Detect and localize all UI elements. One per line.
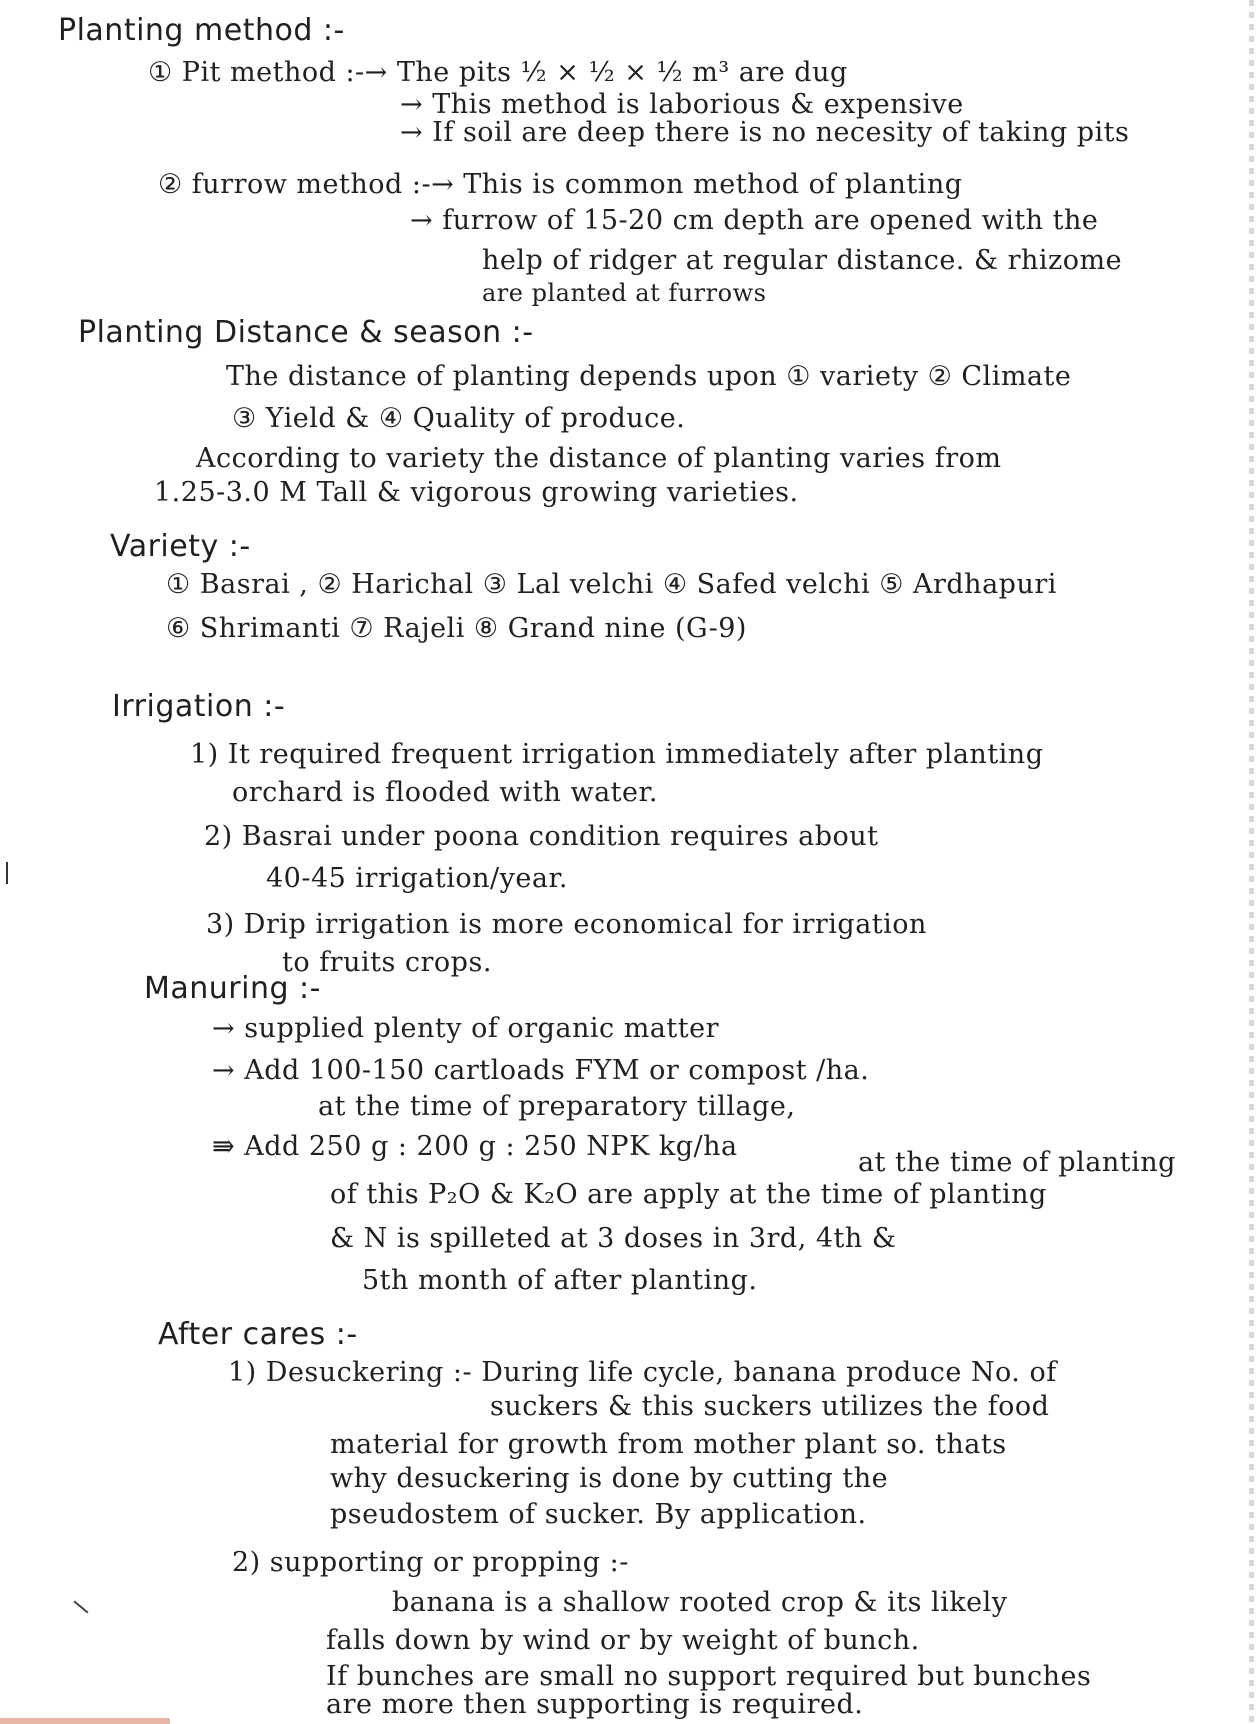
after-cares-heading: After cares :- — [158, 1317, 358, 1352]
manuring-line: & N is spilleted at 3 doses in 3rd, 4th & — [330, 1223, 897, 1254]
irrigation-line: 3) Drip irrigation is more economical for irrigation — [206, 909, 927, 940]
after-cares-line: pseudostem of sucker. By application. — [330, 1499, 867, 1530]
after-cares-line: why desuckering is done by cutting the — [330, 1463, 889, 1494]
after-cares-line: falls down by wind or by weight of bunch. — [326, 1625, 920, 1656]
furrow-method-line: help of ridger at regular distance. & rhizome — [482, 245, 1123, 276]
planting-method-heading: Planting method :- — [58, 13, 345, 48]
manuring-line: at the time of planting — [858, 1147, 1176, 1178]
irrigation-line: to fruits crops. — [282, 947, 492, 978]
furrow-method-line: are planted at furrows — [482, 279, 767, 307]
variety-line: ⑥ Shrimanti ⑦ Rajeli ⑧ Grand nine (G-9) — [166, 613, 747, 644]
manuring-line: at the time of preparatory tillage, — [318, 1091, 796, 1122]
planting-distance-heading: Planting Distance & season :- — [78, 315, 534, 350]
furrow-method-line: ② furrow method :-→ This is common method of planting — [158, 169, 963, 200]
irrigation-heading: Irrigation :- — [112, 689, 286, 724]
irrigation-line: 1) It required frequent irrigation immediately after planting — [190, 739, 1044, 770]
pit-method-line: ① Pit method :-→ The pits ½ × ½ × ½ m³ are dug — [148, 57, 848, 88]
furrow-method-line: → furrow of 15-20 cm depth are opened with the — [410, 205, 1099, 236]
manuring-line: 5th month of after planting. — [362, 1265, 758, 1296]
irrigation-line: 40-45 irrigation/year. — [266, 863, 568, 894]
after-cares-line: If bunches are small no support required but bunches — [326, 1661, 1092, 1692]
variety-line: ① Basrai , ② Harichal ③ Lal velchi ④ Safed velchi ⑤ Ardhapuri — [166, 569, 1057, 600]
variety-heading: Variety :- — [110, 529, 251, 564]
distance-line: The distance of planting depends upon ① variety ② Climate — [226, 361, 1072, 392]
manuring-line: → supplied plenty of organic matter — [212, 1013, 719, 1044]
after-cares-line: suckers & this suckers utilizes the food — [490, 1391, 1050, 1422]
after-cares-line: banana is a shallow rooted crop & its likely — [392, 1587, 1008, 1618]
after-cares-line: 2) supporting or propping :- — [232, 1547, 629, 1578]
manuring-line: of this P₂O & K₂O are apply at the time of planting — [330, 1179, 1047, 1210]
after-cares-line: 1) Desuckering :- During life cycle, banana produce No. of — [228, 1357, 1057, 1388]
bottom-color-band — [0, 1718, 170, 1724]
margin-mark — [6, 862, 8, 884]
page-edge-perforation — [1249, 0, 1254, 1724]
pit-method-line: → If soil are deep there is no necesity of taking pits — [400, 117, 1130, 148]
distance-line: ③ Yield & ④ Quality of produce. — [232, 403, 686, 434]
distance-line: 1.25-3.0 M Tall & vigorous growing varieties. — [154, 477, 799, 508]
manuring-heading: Manuring :- — [144, 971, 321, 1006]
irrigation-line: orchard is flooded with water. — [232, 777, 659, 808]
distance-line: According to variety the distance of planting varies from — [196, 443, 1002, 474]
after-cares-line: material for growth from mother plant so. thats — [330, 1429, 1007, 1460]
after-cares-line: are more then supporting is required. — [326, 1689, 864, 1720]
irrigation-line: 2) Basrai under poona condition requires about — [204, 821, 879, 852]
pit-method-line: → This method is laborious & expensive — [400, 89, 964, 120]
manuring-line: ⇛ Add 250 g : 200 g : 250 NPK kg/ha — [212, 1131, 738, 1162]
stray-pen-mark — [73, 1600, 88, 1613]
manuring-line: → Add 100-150 cartloads FYM or compost /ha. — [212, 1055, 870, 1086]
